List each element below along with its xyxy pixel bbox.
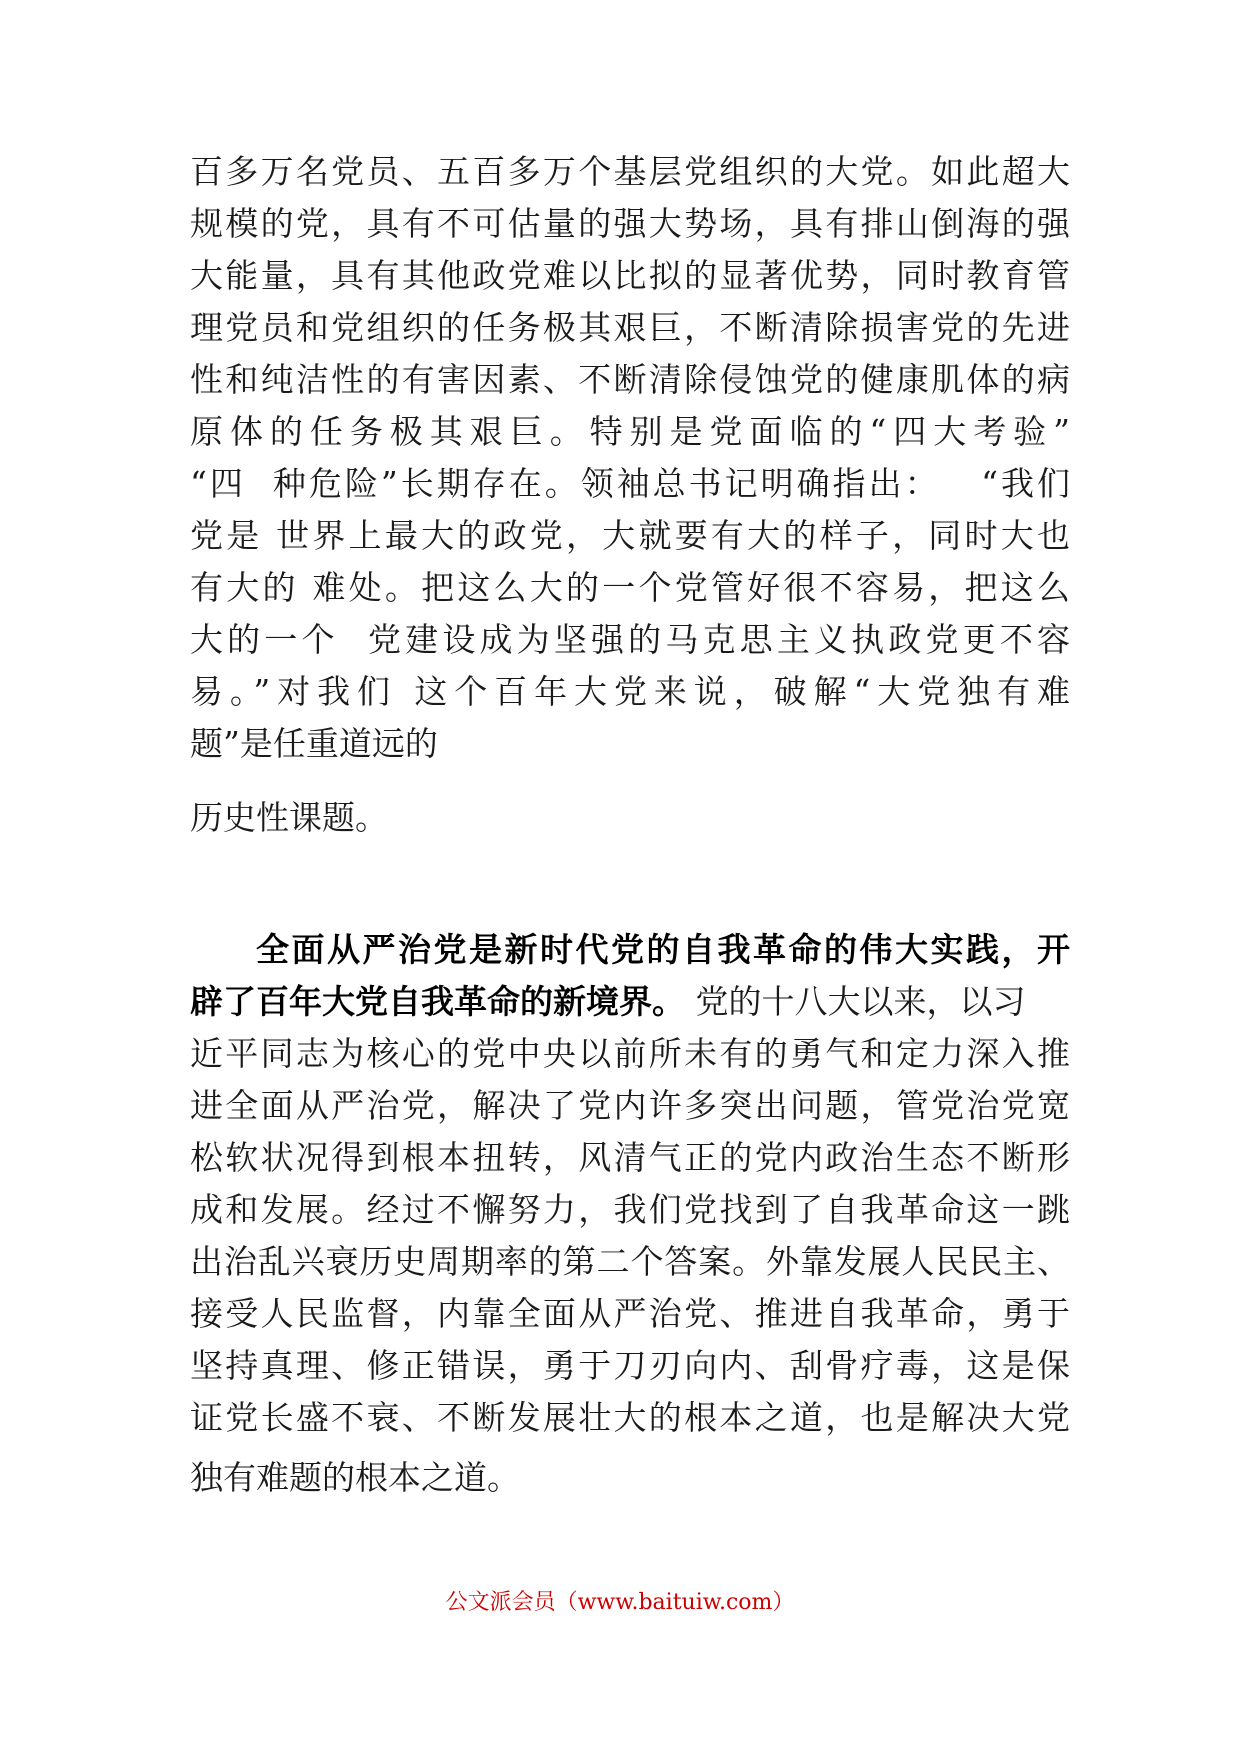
paragraph-heading-text: 辟了百年大党自我革命的新境界。 [190,982,685,1021]
paragraph-text: 党的十八大以来，以习 [685,982,1026,1021]
paragraph-heading-line: 全面从严治党是新时代党的自我革命的伟大实践，开 [256,930,1070,969]
paragraph-line [190,976,1070,1028]
paragraph-line: 证党长盛不衰、不断发展壮大的根本之道，也是解决大党 [190,1398,1070,1437]
paragraph-line: 出治乱兴衰历史周期率的第二个答案。外靠发展人民民主、 [190,1242,1070,1281]
paragraph-line: 大能量，具有其他政党难以比拟的显著优势，同时教育管 [190,256,1070,295]
paragraph-line: 规模的党，具有不可估量的强大势场，具有排山倒海的强 [190,204,1070,243]
paragraph-line: 理党员和党组织的任务极其艰巨，不断清除损害党的先进 [190,308,1070,347]
paragraph-line: 独有难题的根本之道。 [190,1458,520,1497]
footer-watermark-link[interactable]: 公文派会员（www.baituiw.com） [445,1590,795,1615]
paragraph-line: 易。”对我们 这个百年大党来说，破解“大党独有难 [190,672,1070,711]
paragraph-line: 题”是任重道远的 [190,724,438,763]
paragraph-line: 党是 世界上最大的政党，大就要有大的样子，同时大也 [190,516,1070,555]
paragraph-line: “四 种危险”长期存在。领袖总书记明确指出： “我们 [190,464,1070,503]
paragraph-line: 有大的 难处。把这么大的一个党管好很不容易，把这么 [190,568,1070,607]
paragraph-line: 进全面从严治党，解决了党内许多突出问题，管党治党宽 [190,1086,1070,1125]
paragraph-line: 原体的任务极其艰巨。特别是党面临的“四大考验” [190,412,1070,451]
paragraph-line: 坚持真理、修正错误，勇于刀刃向内、刮骨疗毒，这是保 [190,1346,1070,1385]
paragraph-line: 近平同志为核心的党中央以前所未有的勇气和定力深入推 [190,1034,1070,1073]
paragraph-line: 历史性课题。 [190,798,388,837]
paragraph-line: 松软状况得到根本扭转，风清气正的党内政治生态不断形 [190,1138,1070,1177]
paragraph-line: 性和纯洁性的有害因素、不断清除侵蚀党的健康肌体的病 [190,360,1070,399]
paragraph-line: 成和发展。经过不懈努力，我们党找到了自我革命这一跳 [190,1190,1070,1229]
paragraph-line: 大的一个 党建设成为坚强的马克思主义执政党更不容 [190,620,1070,659]
paragraph-line: 百多万名党员、五百多万个基层党组织的大党。如此超大 [190,152,1070,191]
paragraph-line: 接受人民监督，内靠全面从严治党、推进自我革命，勇于 [190,1294,1070,1333]
